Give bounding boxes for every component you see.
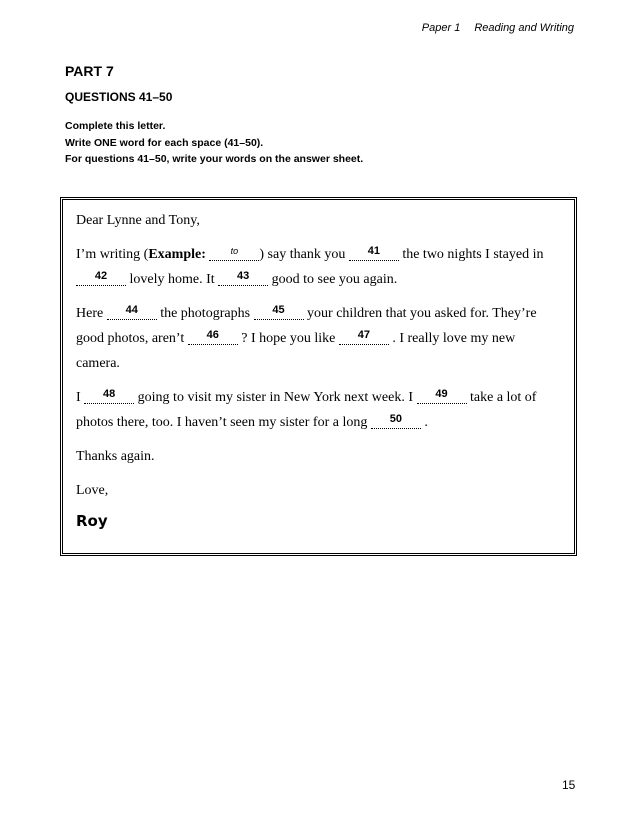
letter-paragraph (76, 208, 556, 233)
letter-text-segment: the photographs (156, 306, 254, 321)
page-number: 15 (562, 778, 576, 792)
instruction-line: Complete this letter. (65, 120, 166, 132)
page-header (422, 22, 574, 34)
letter-text-segment: Thanks again. (76, 449, 155, 464)
question-number: 47 (357, 329, 370, 341)
questions-title: QUESTIONS 41–50 (65, 90, 173, 104)
letter-text-segment: lovely home. It (126, 272, 219, 287)
answer-gap-41 (349, 245, 399, 261)
question-number: 45 (272, 304, 285, 316)
answer-gap-43 (218, 270, 268, 286)
part-title: PART 7 (65, 63, 114, 79)
letter-text-segment: good to see you again. (268, 272, 398, 287)
letter-text-segment: . I really love my new camera. (76, 331, 516, 371)
letter-paragraph (76, 478, 556, 503)
letter-text (76, 208, 556, 530)
question-number: 50 (389, 413, 402, 425)
letter-text-segment: Love, (76, 483, 109, 498)
example-answer: to (230, 246, 239, 256)
question-number: 41 (367, 245, 380, 257)
question-number: 46 (206, 329, 219, 341)
question-number: 49 (435, 388, 448, 400)
letter-text-segment: I (76, 390, 85, 405)
instructions (65, 118, 363, 168)
answer-gap-47 (339, 329, 389, 345)
question-number: 42 (94, 270, 108, 282)
question-number: 43 (237, 270, 250, 282)
question-number: 44 (125, 304, 138, 316)
instruction-line: For questions 41–50, write your words on the answer sheet. (65, 153, 364, 165)
letter-box (60, 197, 577, 556)
letter-text-segment: your children that you asked for. They’re good photos, aren’t (76, 306, 537, 346)
letter-text-segment: I’m writing ( (76, 247, 149, 262)
answer-gap-49 (417, 388, 467, 404)
letter-paragraph (76, 385, 556, 435)
letter-text-segment: ) say thank you (259, 247, 349, 262)
question-number: 48 (103, 388, 116, 400)
example-gap (209, 246, 259, 261)
paper-label: Paper 1 (421, 22, 461, 34)
letter-text-segment: Here (76, 306, 107, 321)
letter-text-segment: . (420, 415, 428, 430)
answer-gap-48 (84, 388, 134, 404)
answer-gap-42 (76, 270, 126, 286)
letter-text-segment: ? I hope you like (237, 331, 339, 346)
section-label: Reading and Writing (474, 22, 574, 34)
letter-text-segment: Dear Lynne and Tony, (76, 213, 200, 228)
instruction-line: Write ONE word for each space (41–50). (65, 136, 264, 149)
answer-gap-44 (107, 304, 157, 320)
letter-text-segment: going to visit my sister in New York next week. I (134, 390, 417, 405)
letter-paragraph (76, 242, 556, 292)
letter-text-segment: take a lot of photos there, too. I haven’t seen my sister for a long (76, 390, 537, 430)
signature: Roy (76, 512, 108, 530)
example-label: Example: (148, 247, 206, 262)
answer-gap-46 (188, 329, 238, 345)
letter-paragraph (76, 444, 556, 469)
letter-text-segment: the two nights I stayed in (398, 247, 544, 262)
letter-paragraph (76, 301, 556, 376)
answer-gap-45 (254, 304, 304, 320)
answer-gap-50 (371, 413, 421, 429)
